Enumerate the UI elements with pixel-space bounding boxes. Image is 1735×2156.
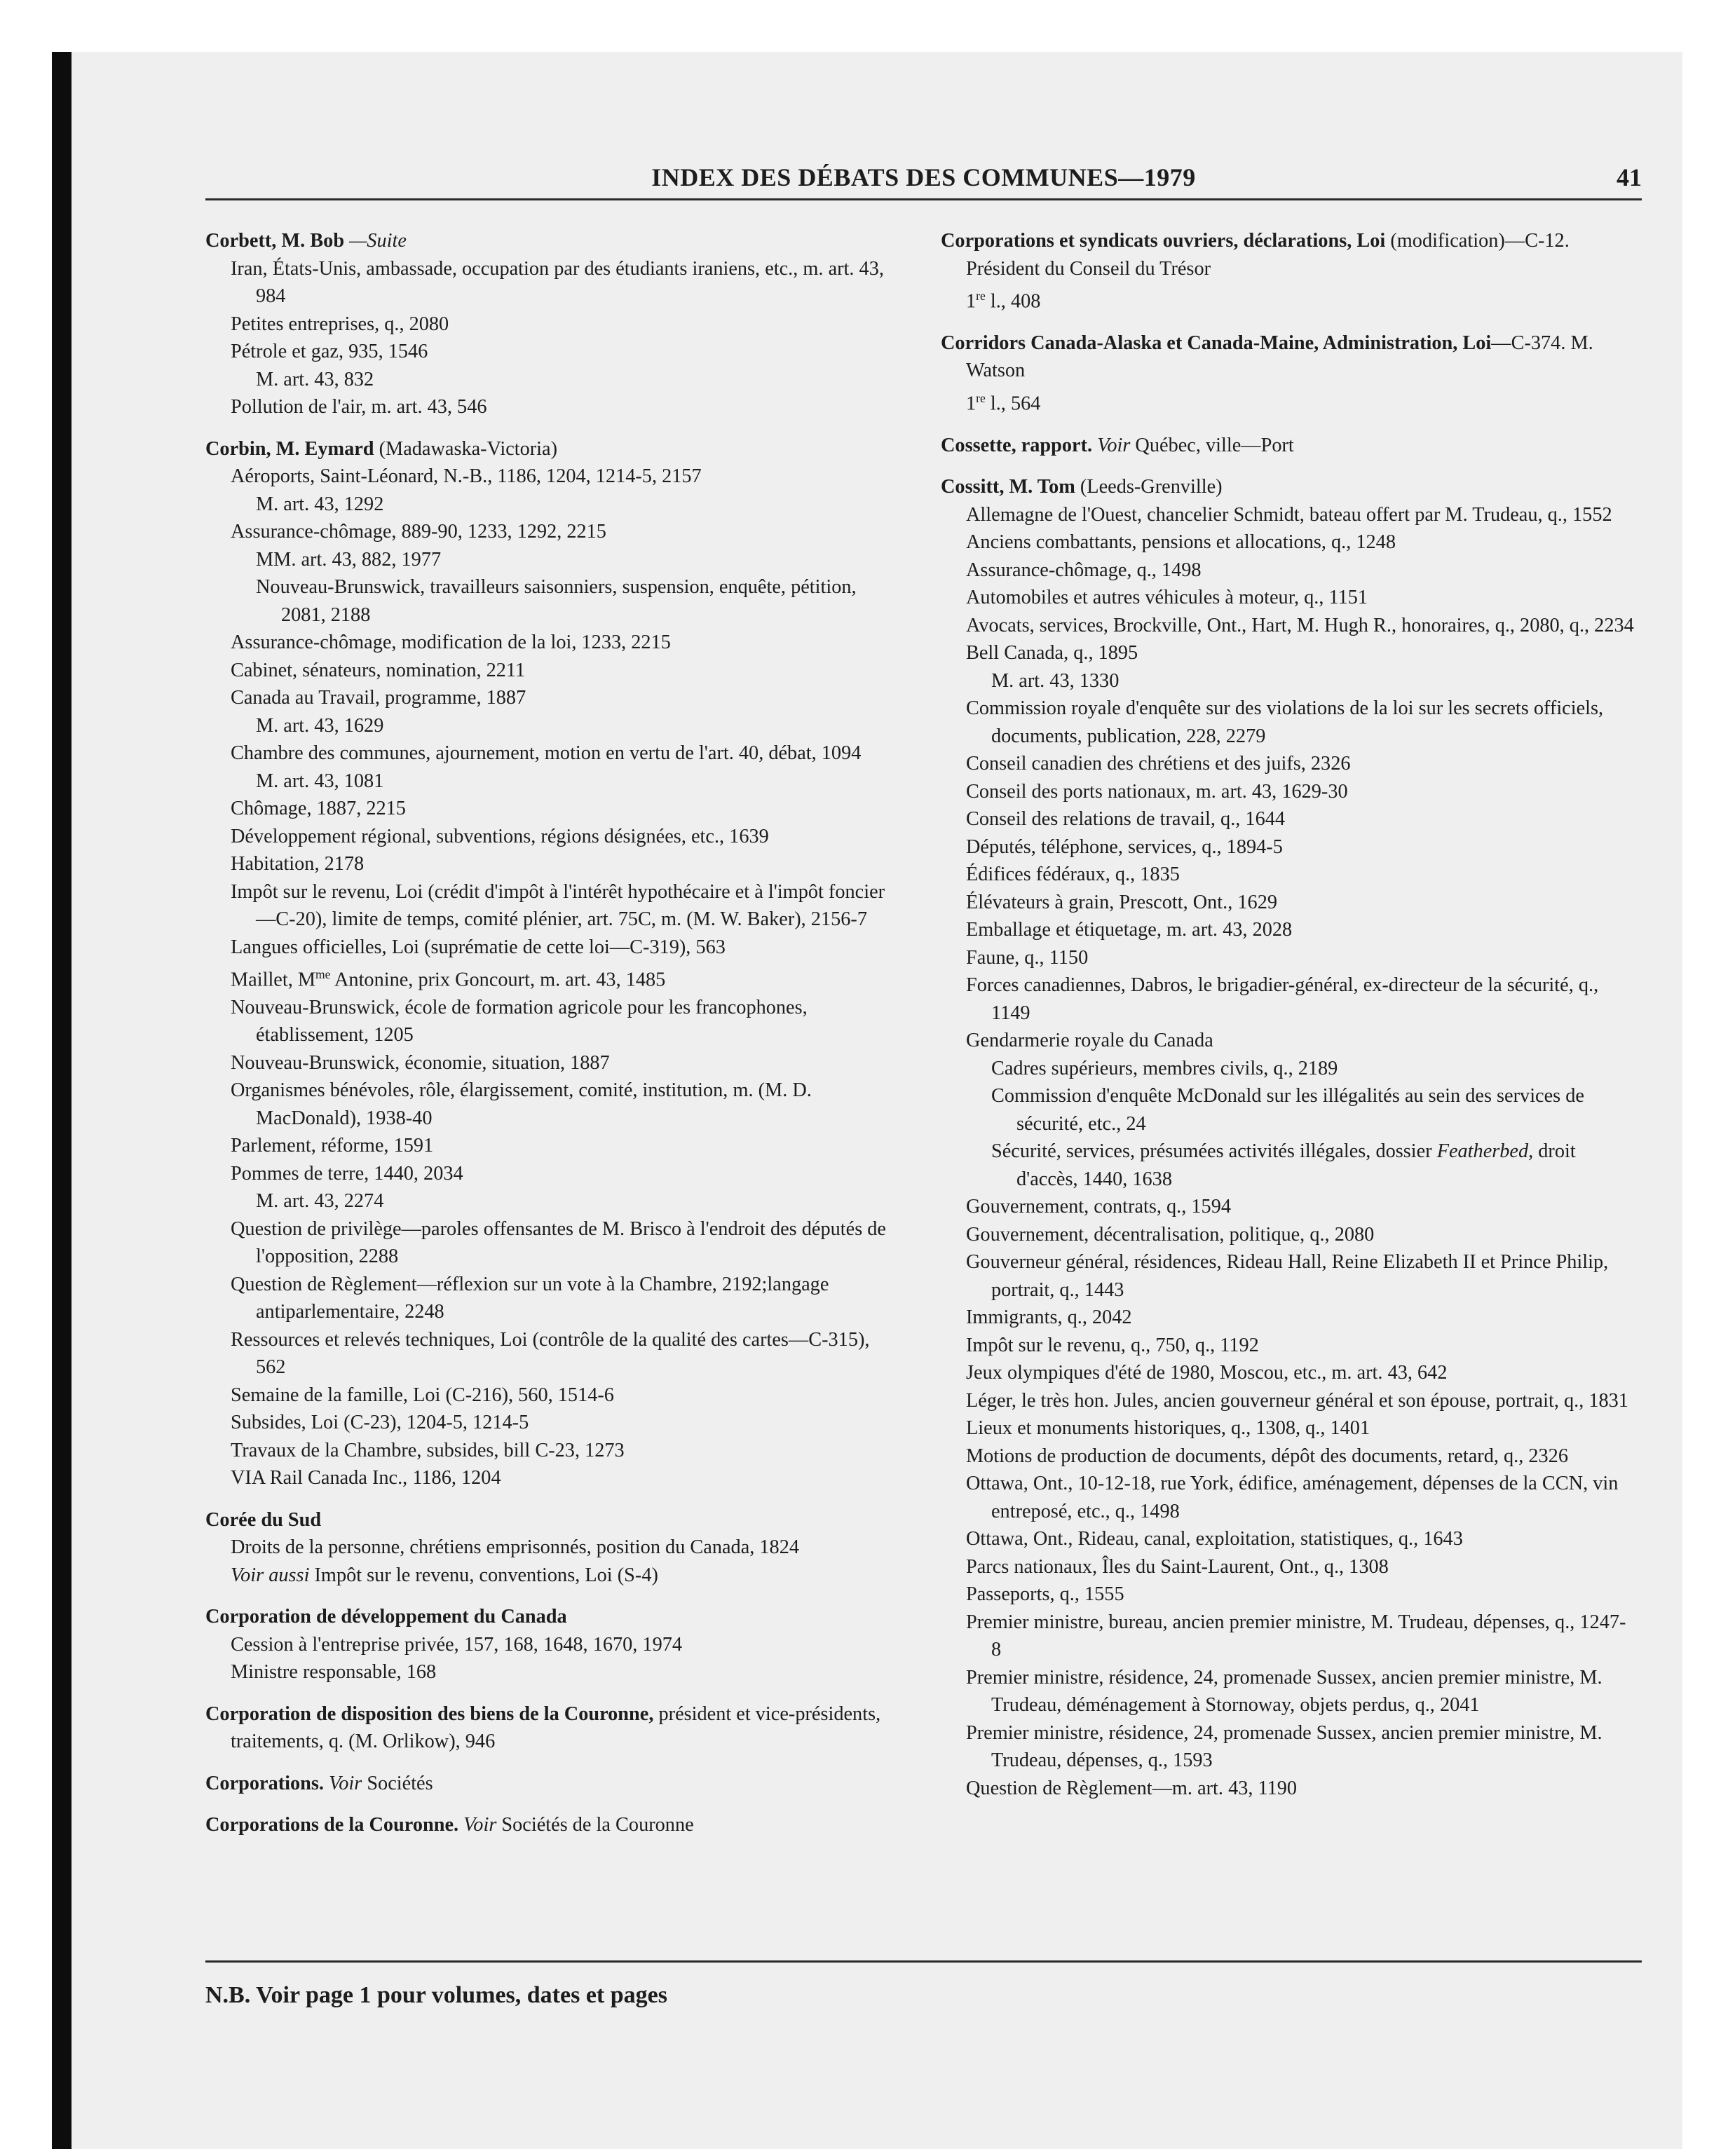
text-run: VIA Rail Canada Inc., 1186, 1204 (231, 1467, 501, 1489)
index-subentry (205, 684, 899, 712)
text-run: Ressources et relevés techniques, Loi (contrôle de la qualité des cartes—C-315), 562 (231, 1328, 870, 1379)
index-subentry (941, 557, 1635, 585)
index-subentry (205, 1631, 899, 1659)
index-subentry (941, 1442, 1635, 1471)
text-run: Conseil des ports nationaux, m. art. 43, 1629-30 (966, 780, 1348, 803)
index-subentry (941, 501, 1635, 529)
index-subsubentry (205, 1187, 899, 1215)
index-entry-heading (205, 1811, 899, 1839)
text-run: l., 564 (985, 393, 1041, 415)
text-run: Commission d'enquête McDonald sur les illégalités au sein des services de sécurité, etc., 24 (991, 1085, 1584, 1135)
text-run: —C-374. M. Watson (966, 332, 1593, 382)
index-subentry (205, 850, 899, 878)
index-subsubentry (205, 712, 899, 740)
text-run: Featherbed, (1436, 1140, 1534, 1163)
text-run: Allemagne de l'Ouest, chancelier Schmidt, bateau offert par M. Trudeau, q., 1552 (966, 503, 1612, 526)
index-subentry (941, 1719, 1635, 1775)
text-run: Voir aussi (231, 1564, 310, 1586)
index-subentry (205, 311, 899, 339)
text-run: M. art. 43, 1330 (991, 669, 1120, 692)
text-run: Sociétés de la Couronne (496, 1814, 694, 1836)
text-run: Corbin, M. Eymard (205, 437, 374, 460)
running-head-title: INDEX DES DÉBATS DES COMMUNES—1979 (651, 163, 1196, 191)
index-subsubentry (205, 546, 899, 574)
text-run: Antonine, prix Goncourt, m. art. 43, 1485 (330, 969, 666, 991)
text-run: Parlement, réforme, 1591 (231, 1135, 434, 1157)
index-subsubentry (941, 1082, 1635, 1138)
text-run: Sécurité, services, présumées activités illégales, dossier (991, 1140, 1437, 1163)
index-subsubentry (941, 667, 1635, 695)
index-subentry (941, 861, 1635, 889)
index-subentry (941, 1775, 1635, 1803)
index-subentry (205, 1381, 899, 1410)
index-subentry (205, 629, 899, 657)
index-subentry (205, 518, 899, 546)
header-rule (205, 198, 1642, 200)
text-run: Premier ministre, bureau, ancien premier ministre, M. Trudeau, dépenses, q., 1247-8 (966, 1611, 1626, 1661)
text-run: Assurance-chômage, q., 1498 (966, 559, 1202, 581)
text-run: Parcs nationaux, Îles du Saint-Laurent, Ont., q., 1308 (966, 1555, 1389, 1578)
text-run: re (976, 289, 986, 303)
index-subentry (205, 463, 899, 491)
text-run: Corporations et syndicats ouvriers, déclarations, Loi (941, 230, 1386, 252)
index-subsubentry (205, 573, 899, 629)
text-run: Question de Règlement—réflexion sur un vote à la Chambre, 2192;langage antiparlementaire, 2248 (231, 1273, 829, 1323)
index-entry (941, 329, 1635, 418)
text-run: Impôt sur le revenu, conventions, Loi (S-4) (309, 1564, 658, 1586)
index-subentry (205, 823, 899, 851)
index-subentry (941, 1414, 1635, 1442)
text-run: Jeux olympiques d'été de 1980, Moscou, etc., m. art. 43, 642 (966, 1362, 1448, 1384)
index-subentry (205, 1409, 899, 1437)
index-subentry (205, 1534, 899, 1562)
text-run: Assurance-chômage, modification de la loi, 1233, 2215 (231, 632, 671, 653)
text-run: Subsides, Loi (C-23), 1204-5, 1214-5 (231, 1412, 529, 1434)
text-run: Droits de la personne, chrétiens emprisonnés, position du Canada, 1824 (231, 1536, 800, 1559)
index-subsubentry (205, 366, 899, 394)
text-run: Impôt sur le revenu, Loi (crédit d'impôt à l'intérêt hypothécaire et à l'impôt foncier—C-20), limite de temps, comité plénier, art. 75C, m. (M. W. Baker), 2156-7 (231, 880, 885, 930)
index-entry-heading (941, 227, 1635, 282)
text-run: Voir (1097, 434, 1131, 456)
text-run: Québec, ville—Port (1130, 434, 1294, 456)
index-entry (941, 227, 1635, 315)
text-run: l., 408 (985, 290, 1041, 313)
index-entry (941, 432, 1635, 460)
text-run: Impôt sur le revenu, q., 750, q., 1192 (966, 1334, 1259, 1356)
index-subentry (941, 1525, 1635, 1553)
text-run: re (976, 390, 986, 405)
index-entry-heading (205, 227, 899, 255)
index-entry-heading (205, 1770, 899, 1798)
index-subentry (941, 639, 1635, 667)
text-run: M. art. 43, 1292 (256, 493, 384, 515)
text-run: Assurance-chômage, 889-90, 1233, 1292, 2215 (231, 521, 606, 543)
text-run: Anciens combattants, pensions et allocations, q., 1248 (966, 531, 1396, 554)
text-run: Corporations de la Couronne. (205, 1814, 459, 1836)
text-run: Cadres supérieurs, membres civils, q., 2189 (991, 1057, 1338, 1079)
index-entry (205, 1700, 899, 1756)
index-subentry (205, 878, 899, 934)
index-subentry (941, 612, 1635, 640)
text-run: Corridors Canada-Alaska et Canada-Maine, Administration, Loi (941, 332, 1492, 354)
text-run: Chambre des communes, ajournement, motion en vertu de l'art. 40, débat, 1094 (231, 742, 862, 764)
index-subentry (205, 739, 899, 767)
index-subentry (941, 385, 1635, 418)
index-subentry (941, 889, 1635, 917)
index-subentry (205, 393, 899, 421)
index-entry (205, 1506, 899, 1590)
index-subentry (205, 961, 899, 994)
index-entry (205, 1811, 899, 1839)
index-subentry (941, 1193, 1635, 1221)
index-subentry (205, 1326, 899, 1381)
index-subsubentry (941, 1138, 1635, 1193)
index-subentry (941, 584, 1635, 612)
index-subsubentry (205, 491, 899, 519)
index-subentry (205, 994, 899, 1049)
text-run: Avocats, services, Brockville, Ont., Hart, M. Hugh R., honoraires, q., 2080, q., 2234 (966, 614, 1634, 636)
index-subentry (205, 1049, 899, 1077)
index-subentry (941, 695, 1635, 750)
index-subentry (941, 1609, 1635, 1664)
text-run: Pommes de terre, 1440, 2034 (231, 1162, 463, 1185)
text-run: Aéroports, Saint-Léonard, N.-B., 1186, 1204, 1214-5, 2157 (231, 465, 702, 487)
text-run: Cabinet, sénateurs, nomination, 2211 (231, 659, 526, 681)
text-run: Langues officielles, Loi (suprématie de cette loi—C-319), 563 (231, 936, 726, 958)
index-subsubentry (205, 767, 899, 796)
text-run: Conseil canadien des chrétiens et des juifs, 2326 (966, 753, 1351, 775)
text-run: 1 (966, 393, 977, 415)
text-run: Voir (463, 1814, 497, 1836)
text-run: Cossitt, M. Tom (941, 476, 1075, 498)
index-subentry (941, 1470, 1635, 1525)
scan-binding-shadow (52, 52, 72, 2149)
footer-note: N.B. Voir page 1 pour volumes, dates et pages (205, 1982, 667, 2008)
text-run: Commission royale d'enquête sur des violations de la loi sur les secrets officiels, documents, publication, 228, 2279 (966, 697, 1604, 747)
text-run: Sociétés (362, 1772, 433, 1794)
text-run: Corporation de développement du Canada (205, 1606, 567, 1628)
text-run: Question de Règlement—m. art. 43, 1190 (966, 1777, 1298, 1799)
text-run: Nouveau-Brunswick, économie, situation, 1887 (231, 1051, 610, 1074)
text-run: droit d'accès, 1440, 1638 (1016, 1140, 1576, 1190)
index-subentry (941, 944, 1635, 972)
text-run: Organismes bénévoles, rôle, élargissement, comité, institution, m. (M. D. MacDonald), 1938-40 (231, 1079, 812, 1129)
text-run: Cession à l'entreprise privée, 157, 168, 1648, 1670, 1974 (231, 1633, 683, 1656)
text-run: Élévateurs à grain, Prescott, Ont., 1629 (966, 891, 1277, 913)
text-run: Question de privilège—paroles offensantes de M. Brisco à l'endroit des députés de l'opposition, 2288 (231, 1217, 886, 1268)
text-run: Cossette, rapport. (941, 434, 1093, 456)
text-run: Emballage et étiquetage, m. art. 43, 2028 (966, 919, 1293, 941)
text-run: Motions de production de documents, dépôt des documents, retard, q., 2326 (966, 1445, 1568, 1467)
index-subentry (941, 833, 1635, 861)
footer-rule (205, 1960, 1642, 1963)
text-run: Députés, téléphone, services, q., 1894-5 (966, 835, 1283, 858)
text-run: Semaine de la famille, Loi (C-216), 560, 1514-6 (231, 1384, 614, 1406)
index-subentry (205, 255, 899, 311)
text-run: Conseil des relations de travail, q., 1644 (966, 808, 1286, 831)
index-entry-heading (941, 473, 1635, 501)
index-subentry (941, 1581, 1635, 1609)
text-run: Développement régional, subventions, régions désignées, etc., 1639 (231, 825, 769, 847)
text-run: (Leeds-Grenville) (1075, 476, 1223, 498)
index-subentry (205, 1271, 899, 1326)
text-run: Gendarmerie royale du Canada (966, 1030, 1213, 1052)
running-head (205, 163, 1642, 198)
text-run: Corée du Sud (205, 1508, 322, 1531)
text-run: Léger, le très hon. Jules, ancien gouverneur général et son épouse, portrait, q., 1831 (966, 1389, 1628, 1412)
index-entry-heading (941, 432, 1635, 460)
text-run: président et vice-présidents, traitements, q. (M. Orlikow), 946 (231, 1703, 881, 1753)
index-subentry (941, 971, 1635, 1027)
index-subentry (941, 1248, 1635, 1304)
text-run: Premier ministre, résidence, 24, promenade Sussex, ancien premier ministre, M. Trudeau, dépenses, q., 1593 (966, 1721, 1603, 1772)
text-run: Corbett, M. Bob (205, 230, 345, 252)
text-run: Gouvernement, contrats, q., 1594 (966, 1196, 1231, 1218)
text-run: Forces canadiennes, Dabros, le brigadier-général, ex-directeur de la sécurité, q., 1149 (966, 974, 1599, 1024)
index-subentry (941, 778, 1635, 806)
text-run: Ottawa, Ont., Rideau, canal, exploitation, statistiques, q., 1643 (966, 1528, 1463, 1550)
index-entry-heading (205, 1506, 899, 1534)
text-run: 1 (966, 290, 977, 313)
index-subentry (205, 1077, 899, 1132)
index-entry-heading (205, 1603, 899, 1631)
index-subentry (205, 657, 899, 685)
text-run: Iran, États-Unis, ambassade, occupation par des étudiants iraniens, etc., m. art. 43, 984 (231, 257, 884, 307)
text-run: me (315, 967, 331, 981)
index-subentry (941, 528, 1635, 557)
index-subentry (941, 1553, 1635, 1581)
index-subentry (941, 1027, 1635, 1055)
index-subentry (205, 338, 899, 366)
text-run: Passeports, q., 1555 (966, 1583, 1124, 1606)
text-run: Petites entreprises, q., 2080 (231, 313, 449, 335)
text-run: Habitation, 2178 (231, 853, 365, 875)
text-run: Pétrole et gaz, 935, 1546 (231, 341, 428, 362)
index-entry (205, 1770, 899, 1798)
index-subentry (941, 916, 1635, 944)
page-number: 41 (1617, 163, 1642, 191)
text-run: Voir (329, 1772, 362, 1794)
text-run: Automobiles et autres véhicules à moteur, q., 1151 (966, 587, 1368, 609)
index-subentry (205, 1562, 899, 1590)
index-column-right (941, 227, 1635, 1816)
text-run: Ottawa, Ont., 10-12-18, rue York, édifice, aménagement, dépenses de la CCN, vin entreposé, etc., q., 1498 (966, 1473, 1619, 1522)
text-run: M. art. 43, 1081 (256, 770, 384, 792)
text-run: Faune, q., 1150 (966, 946, 1089, 969)
index-subentry (205, 934, 899, 962)
index-subentry (205, 1160, 899, 1188)
text-run: Ministre responsable, 168 (231, 1661, 437, 1684)
index-subentry (941, 805, 1635, 833)
text-run: —Suite (344, 230, 407, 252)
text-run: M. art. 43, 2274 (256, 1190, 384, 1213)
text-run: Chômage, 1887, 2215 (231, 798, 406, 819)
text-run: Lieux et monuments historiques, q., 1308, q., 1401 (966, 1417, 1370, 1440)
index-subentry (941, 1359, 1635, 1387)
index-entry (205, 227, 899, 421)
index-subentry (205, 1132, 899, 1160)
index-subentry (941, 1664, 1635, 1719)
text-run: Travaux de la Chambre, subsides, bill C-23, 1273 (231, 1439, 625, 1461)
index-entry-heading (205, 435, 899, 463)
text-run: Immigrants, q., 2042 (966, 1306, 1132, 1329)
index-subentry (941, 1332, 1635, 1360)
text-run: Premier ministre, résidence, 24, promenade Sussex, ancien premier ministre, M. Trudeau, déménagement à Stornoway, objets perdus, q., 2041 (966, 1666, 1603, 1717)
text-run: Corporations. (205, 1772, 324, 1794)
text-run: M. art. 43, 1629 (256, 714, 384, 737)
index-entry (205, 1603, 899, 1686)
text-run: MM. art. 43, 882, 1977 (256, 548, 442, 571)
index-subentry (941, 750, 1635, 778)
text-run: Corporation de disposition des biens de la Couronne, (205, 1703, 654, 1725)
index-subentry (941, 1221, 1635, 1249)
index-subsubentry (941, 1055, 1635, 1083)
text-run: Bell Canada, q., 1895 (966, 642, 1138, 664)
index-column-left (205, 227, 899, 1853)
index-subentry (205, 1464, 899, 1492)
index-subentry (941, 1304, 1635, 1332)
index-entry (941, 473, 1635, 1802)
index-subentry (205, 1437, 899, 1465)
index-entry-heading (941, 329, 1635, 385)
index-entry-heading (205, 1700, 899, 1756)
text-run: Gouverneur général, résidences, Rideau Hall, Reine Elizabeth II et Prince Philip, portrait, q., 1443 (966, 1251, 1609, 1301)
index-entry (205, 435, 899, 1492)
text-run: Canada au Travail, programme, 1887 (231, 687, 526, 709)
text-run: Gouvernement, décentralisation, politique, q., 2080 (966, 1223, 1375, 1246)
index-subentry (941, 1387, 1635, 1415)
text-run: (modification)—C-12. Président du Conseil du Trésor (966, 230, 1570, 280)
text-run: Nouveau-Brunswick, travailleurs saisonniers, suspension, enquête, pétition, 2081, 2188 (256, 576, 857, 626)
index-subentry (205, 1215, 899, 1271)
text-run: M. art. 43, 832 (256, 368, 374, 390)
index-subentry (205, 1658, 899, 1686)
text-run: Nouveau-Brunswick, école de formation agricole pour les francophones, établissement, 1205 (231, 996, 808, 1046)
text-run: Pollution de l'air, m. art. 43, 546 (231, 396, 487, 418)
text-run: (Madawaska-Victoria) (374, 437, 558, 460)
index-subentry (205, 795, 899, 823)
text-run: Maillet, M (231, 969, 316, 991)
index-subentry (941, 282, 1635, 315)
text-run: Édifices fédéraux, q., 1835 (966, 864, 1180, 886)
